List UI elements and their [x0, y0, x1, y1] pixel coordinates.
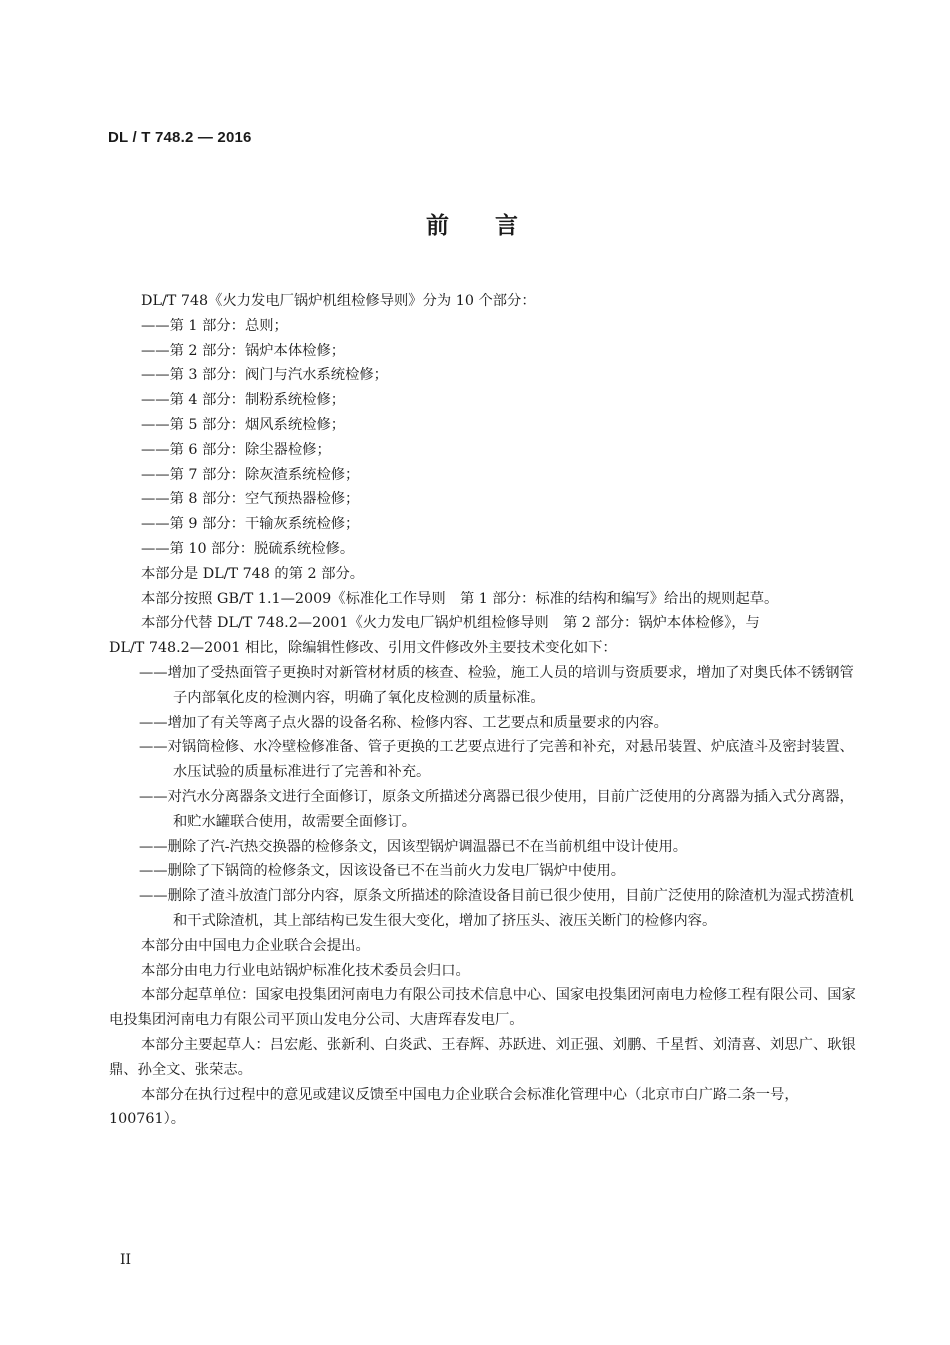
change-item: ——删除了渣斗放渣门部分内容，原条文所描述的除渣设备目前已很少使用，目前广泛使用的除渣机为湿式捞渣机和干式除渣机，其上部结构已发生很大变化，增加了挤压头、液压关断门的检修内容。: [139, 888, 854, 929]
change-item: ——删除了下锅筒的检修条文，因该设备已不在当前火力发电厂锅炉中使用。: [139, 863, 626, 880]
replacement-paragraph-line2: DL/T 748.2—2001 相比，除编辑性修改、引用文件修改外主要技术变化如下：: [109, 640, 617, 657]
part-list-item: ——第 8 部分：空气预热器检修；: [141, 491, 360, 508]
feedback-paragraph: 本部分在执行过程中的意见或建议反馈至中国电力企业联合会标准化管理中心（北京市白广路二条一号，100761）。: [109, 1086, 799, 1128]
part-list-item: ——第 7 部分：除灰渣系统检修；: [141, 466, 360, 483]
part-list-item: ——第 5 部分：烟风系统检修；: [141, 416, 346, 433]
proposed-by-paragraph: 本部分由中国电力企业联合会提出。: [141, 937, 370, 954]
part-list-item: ——第 1 部分：总则；: [141, 317, 288, 334]
change-item: ——删除了汽-汽热交换器的检修条文，因该型锅炉调温器已不在当前机组中设计使用。: [139, 838, 688, 855]
page-number: II: [120, 1252, 132, 1268]
part-of-paragraph: 本部分是 DL/T 748 的第 2 部分。: [141, 565, 365, 582]
document-code: DL / T 748.2 — 2016: [108, 129, 252, 146]
foreword-body: [109, 289, 861, 1132]
change-item: ——对汽水分离器条文进行全面修订，原条文所描述分离器已很少使用，目前广泛使用的分离器为插入式分离器，和贮水罐联合使用，故需要全面修订。: [139, 788, 854, 830]
replacement-paragraph-line1: 本部分代替 DL/T 748.2—2001《火力发电厂锅炉机组检修导则 第 2 部分：锅炉本体检修》，与: [141, 615, 760, 632]
centralized-by-paragraph: 本部分由电力行业电站锅炉标准化技术委员会归口。: [141, 962, 470, 979]
part-list-item: ——第 6 部分：除尘器检修；: [141, 441, 331, 458]
change-item: ——对锅筒检修、水冷壁检修准备、管子更换的工艺要点进行了完善和补充，对悬吊装置、炉底渣斗及密封装置、水压试验的质量标准进行了完善和补充。: [139, 739, 854, 781]
drafting-units-paragraph: 本部分起草单位：国家电投集团河南电力有限公司技术信息中心、国家电投集团河南电力检修工程有限公司、国家电投集团河南电力有限公司平顶山发电分公司、大唐珲春发电厂。: [109, 987, 856, 1029]
part-list-item: ——第 2 部分：锅炉本体检修；: [141, 342, 346, 359]
change-item: ——增加了受热面管子更换时对新管材材质的核查、检验，施工人员的培训与资质要求，增加了对奥氏体不锈钢管子内部氧化皮的检测内容，明确了氧化皮检测的质量标准。: [139, 664, 854, 706]
part-list-item: ——第 3 部分：阀门与汽水系统检修；: [141, 367, 388, 384]
part-list-item: ——第 9 部分：干输灰系统检修；: [141, 516, 360, 533]
page-title: 前言: [426, 213, 564, 239]
intro-paragraph: DL/T 748《火力发电厂锅炉机组检修导则》分为 10 个部分：: [141, 293, 536, 309]
change-item: ——增加了有关等离子点火器的设备名称、检修内容、工艺要点和质量要求的内容。: [139, 714, 668, 731]
part-list-item: ——第 10 部分：脱硫系统检修。: [141, 540, 355, 557]
drafters-paragraph: 本部分主要起草人：吕宏彪、张新利、白炎武、王春辉、苏跃进、刘正强、刘鹏、千星哲、刘清喜、刘思广、耿银鼎、孙全文、张荣志。: [109, 1036, 856, 1078]
part-list-item: ——第 4 部分：制粉系统检修；: [141, 392, 346, 409]
drafting-rule-paragraph: 本部分按照 GB/T 1.1—2009《标准化工作导则 第 1 部分：标准的结构和编写》给出的规则起草。: [141, 590, 779, 607]
